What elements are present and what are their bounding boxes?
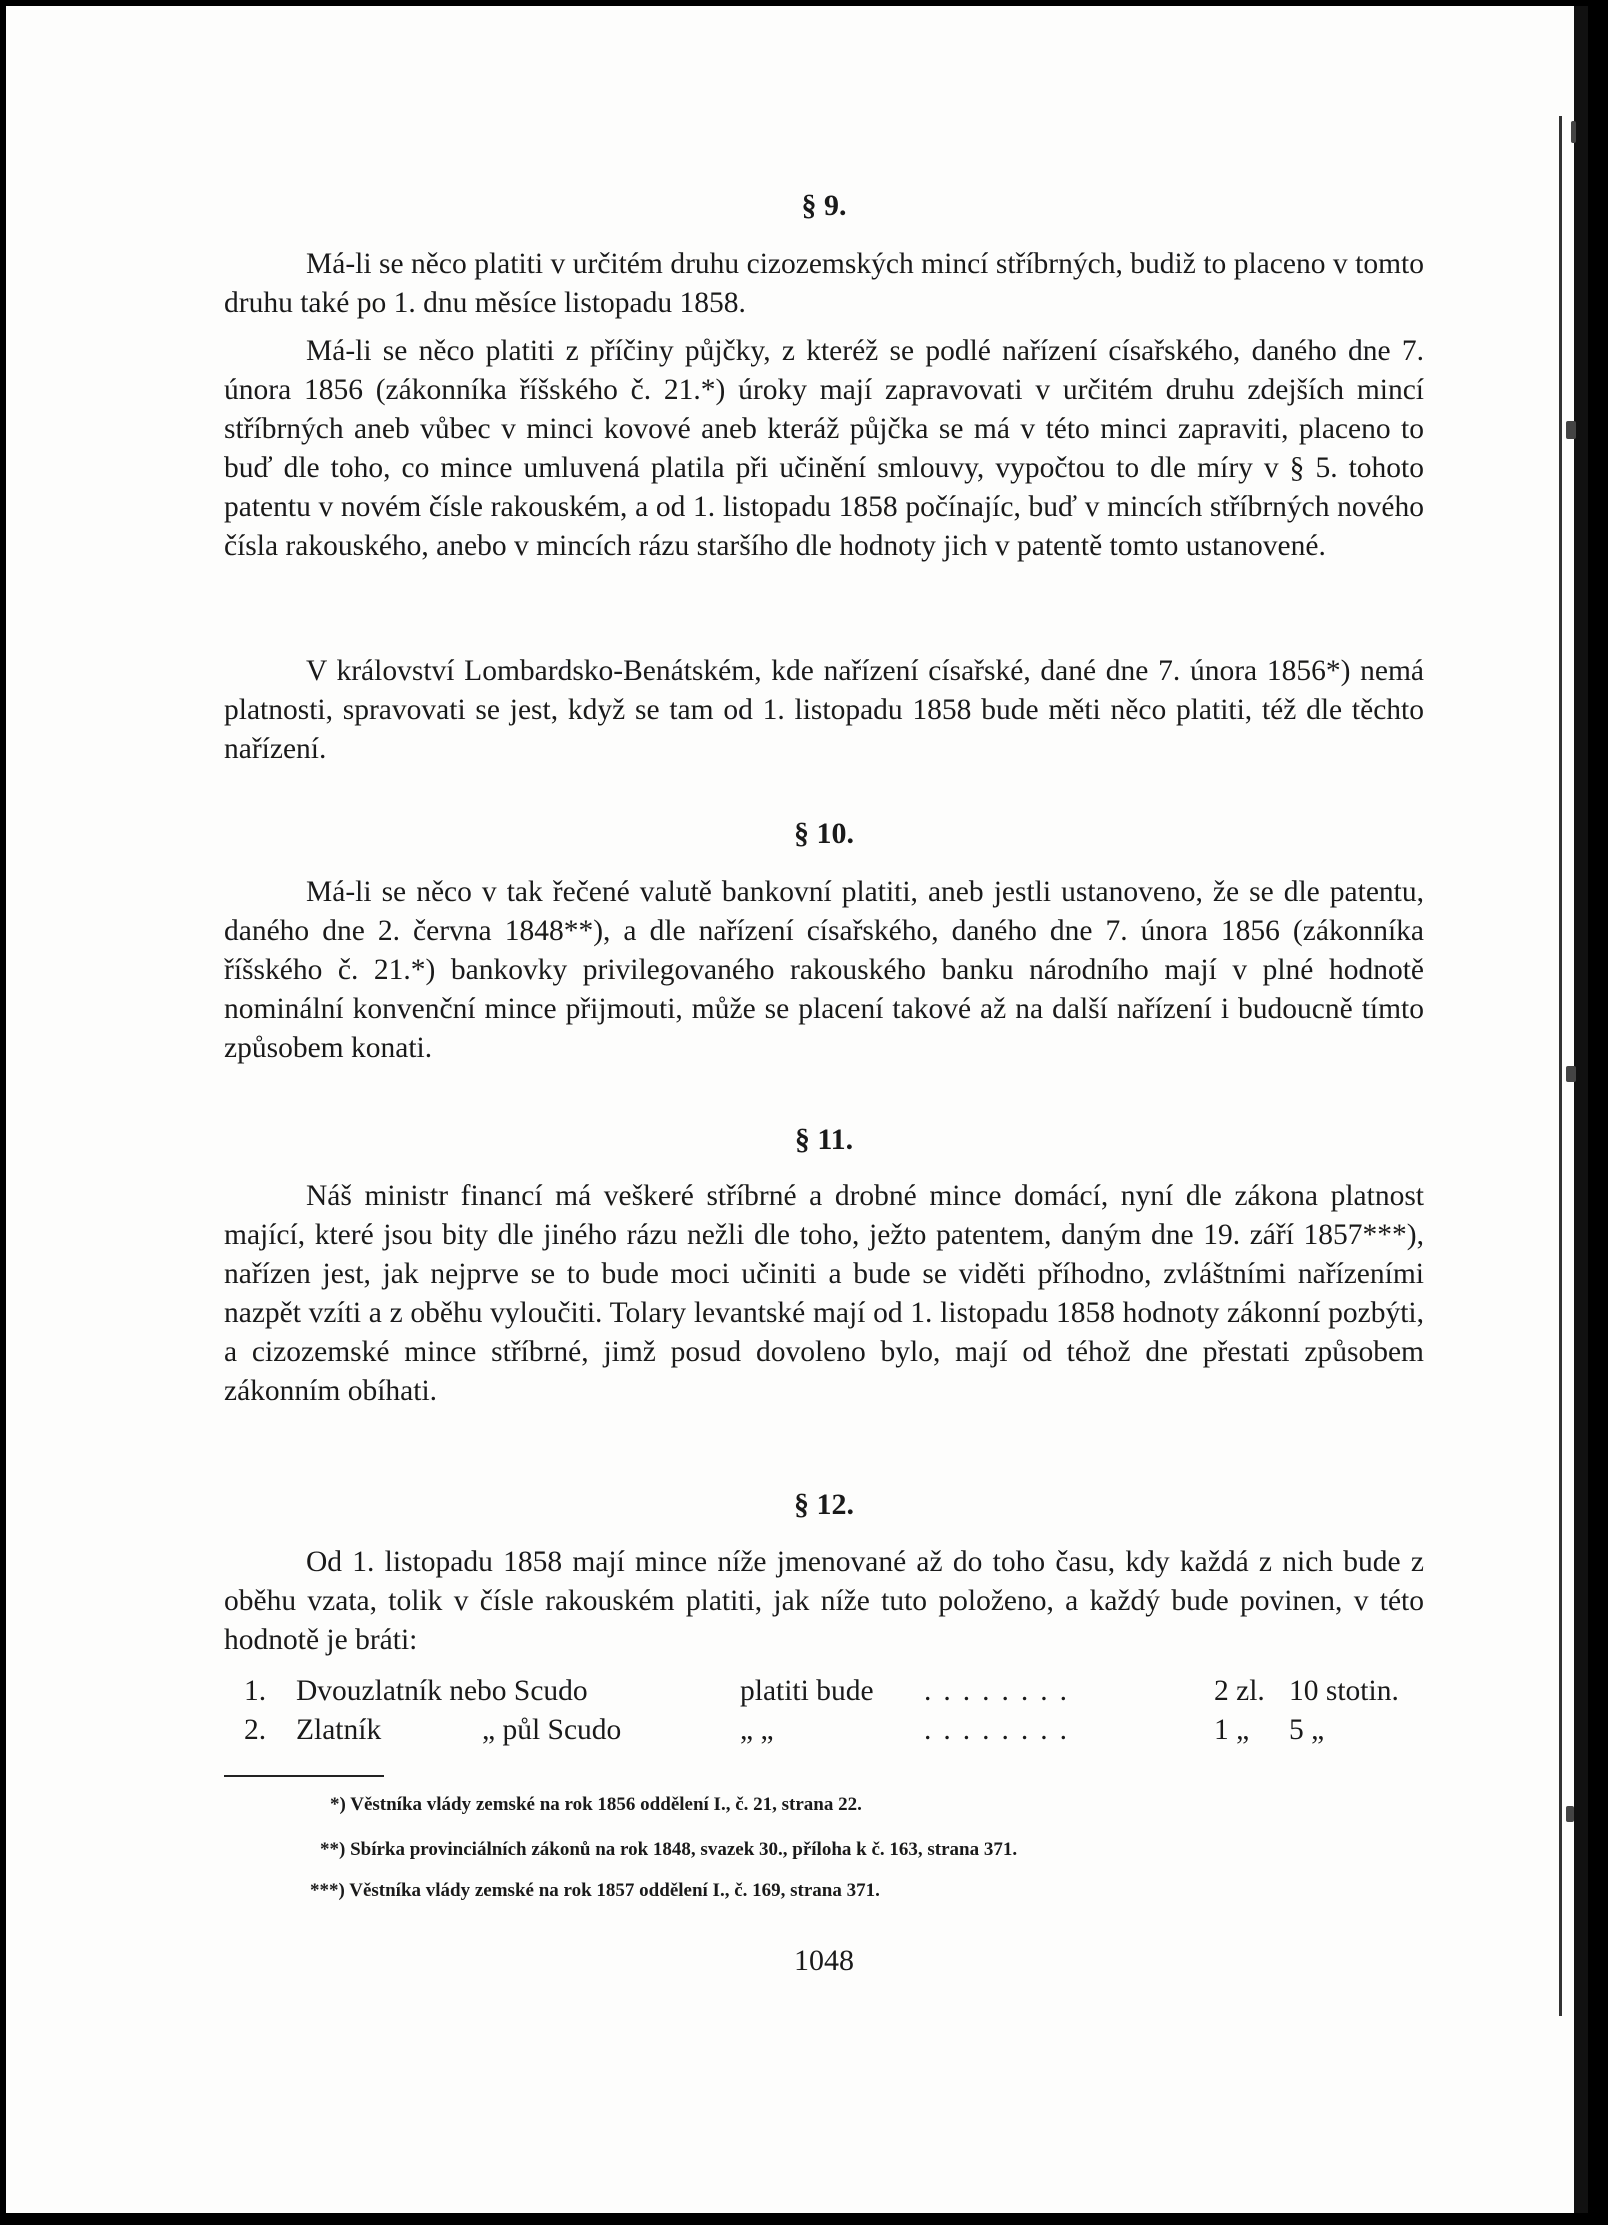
page-edge-shadow (1559, 116, 1562, 2016)
coin-name: Zlatník (296, 1714, 382, 1746)
coin-value-zl: 2 zl. (1214, 1675, 1265, 1707)
coin-value-stotin: 5 „ (1289, 1714, 1325, 1746)
paragraph-9-1: Má-li se něco platiti v určitém druhu cizozemských mincí stříbrných, budiž to placeno v tomto druhu také po 1. dnu měsíce listopadu 1858. (224, 248, 1424, 319)
footnote-1: *) Věstníka vlády zemské na rok 1856 oddělení I., č. 21, strana 22. (330, 1794, 862, 1815)
coin-name: Dvouzlatník nebo Scudo (296, 1675, 588, 1707)
paragraph-12-1: Od 1. listopadu 1858 mají mince níže jmenované až do toho času, kdy každá z nich bude z oběhu vzata, tolik v čísle rakouském platiti, jak níže tuto položeno, a každý bude povinen, v této hodnotě je bráti: (224, 1546, 1424, 1656)
coin-value-stotin: 10 stotin. (1289, 1675, 1399, 1707)
document-page (6, 6, 1588, 2213)
coin-verb: platiti bude (740, 1675, 874, 1707)
coin-value-zl: 1 „ (1214, 1714, 1250, 1746)
coin-number: 2. (244, 1714, 267, 1746)
section-heading-10: § 10. (794, 817, 854, 850)
scan-mark (1566, 1066, 1576, 1082)
paragraph-9-2: Má-li se něco platiti z příčiny půjčky, z kteréž se podlé nařízení císařského, daného dne 7. února 1856 (zákonníka říšského č. 21.*) úroky mají zapravovati v určitém druhu zdejších mincí stříbrných aneb vůbec v minci kovové aneb kteráž půjčka se má v této minci zapraviti, placeno to buď dle toho, co mince umluvená platila při učinění smlouvy, vypočtou to dle míry v § 5. tohoto patentu v novém čísle rakouském, a od 1. listopadu 1858 počínajíc, buď v mincích stříbrných nového čísla rakouského, anebo v mincích rázu staršího dle hodnoty jich v patentě tomto ustanovené. (224, 335, 1424, 562)
paragraph-9-3: V království Lombardsko-Benátském, kde nařízení císařské, dané dne 7. února 1856*) nemá platnosti, spravovati se jest, když se tam od 1. listopadu 1858 bude měti něco platiti, též dle těchto nařízení. (224, 655, 1424, 765)
paragraph-11-1: Náš ministr financí má veškeré stříbrné a drobné mince domácí, nyní dle zákona platnost mající, které jsou bity dle jiného rázu nežli dle toho, ježto patentem, daným dne 19. září 1857***), nařízen jest, jak nejprve se to bude moci učiniti a bude se viděti příhodno, zvláštními nařízeními nazpět vzíti a z oběhu vyloučiti. Tolary levantské mají od 1. listopadu 1858 hodnoty zákonní pozbýti, a cizozemské mince stříbrné, jimž posud dovoleno bylo, mají od téhož dne přestati způsobem zákonním obíhati. (224, 1180, 1424, 1407)
section-heading-11: § 11. (794, 1123, 854, 1156)
paragraph-10-1: Má-li se něco v tak řečené valutě bankovní platiti, aneb jestli ustanoveno, že se dle patentu, daného dne 2. června 1848**), a dle nařízení císařského, daného dne 7. února 1856 (zákonníka říšského č. 21.*) bankovky privilegovaného rakouského banku národního mají v plné hodnotě nominální konvenční mince přijmouti, může se placení takové až na další nařízení i budoucně tímto způsobem konati. (224, 876, 1424, 1064)
coin-row (224, 1672, 1424, 1711)
coin-alt-name: „ půl Scudo (482, 1714, 622, 1746)
scan-mark (1566, 421, 1576, 439)
coin-verb: „ „ (740, 1714, 774, 1746)
scan-mark (1566, 1806, 1574, 1822)
footnote-rule (224, 1775, 384, 1777)
section-heading-9: § 9. (801, 189, 847, 222)
coin-list (224, 1672, 1424, 1750)
section-heading-12: § 12. (794, 1488, 854, 1521)
scan-mark (1571, 121, 1576, 143)
scan-border (1574, 6, 1588, 2213)
dot-leader: ........ (924, 1714, 1079, 1746)
coin-row (224, 1711, 1424, 1750)
dot-leader: ........ (924, 1675, 1079, 1707)
footnote-2: **) Sbírka provinciálních zákonů na rok 1848, svazek 30., příloha k č. 163, strana 371. (320, 1839, 1018, 1860)
page-number: 1048 (794, 1944, 854, 1977)
footnote-3: ***) Věstníka vlády zemské na rok 1857 oddělení I., č. 169, strana 371. (310, 1880, 880, 1901)
coin-number: 1. (244, 1675, 267, 1707)
